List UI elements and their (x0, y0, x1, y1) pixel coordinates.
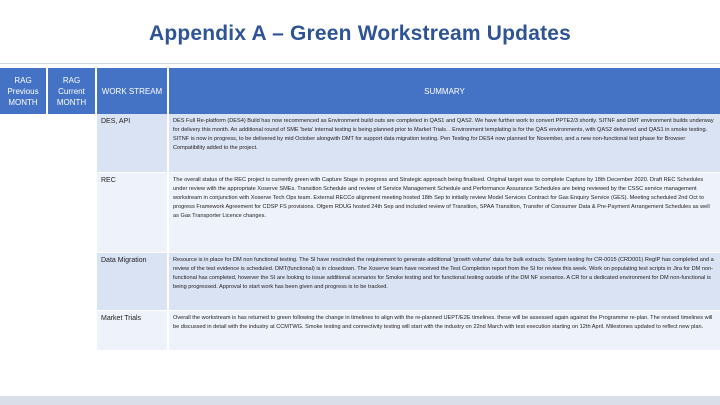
footer-band (0, 396, 720, 405)
work-stream-cell: DES, API (96, 114, 168, 172)
table-row (0, 252, 720, 310)
workstream-status-table (0, 68, 720, 351)
rag-previous-cell (0, 114, 47, 172)
rag-current-cell (47, 252, 96, 310)
table-header-row (0, 68, 720, 114)
rag-current-header: RAG Current MONTH (47, 68, 96, 114)
rag-previous-cell (0, 252, 47, 310)
rag-previous-cell (0, 172, 47, 252)
title-divider (0, 63, 720, 64)
work-stream-header: WORK STREAM (96, 68, 168, 114)
table-row (0, 114, 720, 172)
table-row (0, 172, 720, 252)
rag-previous-header: RAG Previous MONTH (0, 68, 47, 114)
summary-cell: Overall the workstream is has returned to green following the change in timelines to align with the re-planned UEPT/E2E timelines. these will be assessed again against the Programme re-plan. The revised timelines will be discussed in detail with the industry at CCMTWG. Smoke testing and connectivity testing will start with the industry on 22nd March with test execution starting on 12th April. Milestones updated to reflect new plan. (168, 310, 720, 350)
work-stream-cell: Market Trials (96, 310, 168, 350)
rag-current-cell (47, 310, 96, 350)
rag-previous-cell (0, 310, 47, 350)
rag-current-cell (47, 172, 96, 252)
work-stream-cell: REC (96, 172, 168, 252)
summary-cell: The overall status of the REC project is currently green with Capture Stage in progress and Strategic approach being finalised. Original target was to complete Capture by 18th December 2020. Draft REC Schedules under review with the appropriate Xoserve SMEs. Transition Schedule and review of Service Management Schedule and Performance Assurance Schedules are being reviewed by the CSSC service management workstream in conjunction with Xoserve Tech Ops team. External RECCo alignment meeting hosted 18th Sep to initially review Model Services Contract for Gas Enquiry Service (GES). Meeting scheduled 2nd Oct to progress Framework Agreement for CDSP FS provisions. Ofgem RDUG hosted 24th Sep and included review of Transition, SPAA Transition, Transfer of Consumer Data & Pre-Payment Arrangement Schedules as well as Gas Transporter Licence changes. (168, 172, 720, 252)
page-title: Appendix A – Green Workstream Updates (148, 22, 572, 45)
work-stream-cell: Data Migration (96, 252, 168, 310)
summary-cell: DES Full Re-platform (DES4) Build has now recommenced as Environment build outs are completed in QAS1 and QAS2. We have further work to convert PPTE2/3 shortly. SITNF and DMT environment builds underway for delivery this month. An additional round of SME 'beta' internal testing is being planned prior to Market Trials. . Environment templating is for the QAS environments, with QAS2 delivered and QAS1 in smoke testing. SITNF is now in progress, to be delivered by mid October alongwith DMT for support data migration testing. Pen Testing for DES4 now planned for November, and a new non-functional test phase for Browser Compatibility added to the project. (168, 114, 720, 172)
table-row (0, 310, 720, 350)
rag-current-cell (47, 114, 96, 172)
summary-cell: Resource is in place for DM non functional testing. The SI have rescinded the requirement to generate additional 'growth volume' data for bulk extracts. System testing for CR-0015 (CRD001) RegIP has completed and a review of the test evidence is scheduled. DMT(functional) is in closedown. The Xoserve team have received the Test Completion report from the SI for review this week. Work on populating test scripts in Jira for DM non-functional has completed, however the SI are looking to issue additional scenarios for Smoke testing and for functional testing outside of the DM NF scenarios. A CR for a dedicated environment for DM non-functional is being progressed. Approval to start work has been given and progress is to be tracked. (168, 252, 720, 310)
summary-header: SUMMARY (168, 68, 720, 114)
